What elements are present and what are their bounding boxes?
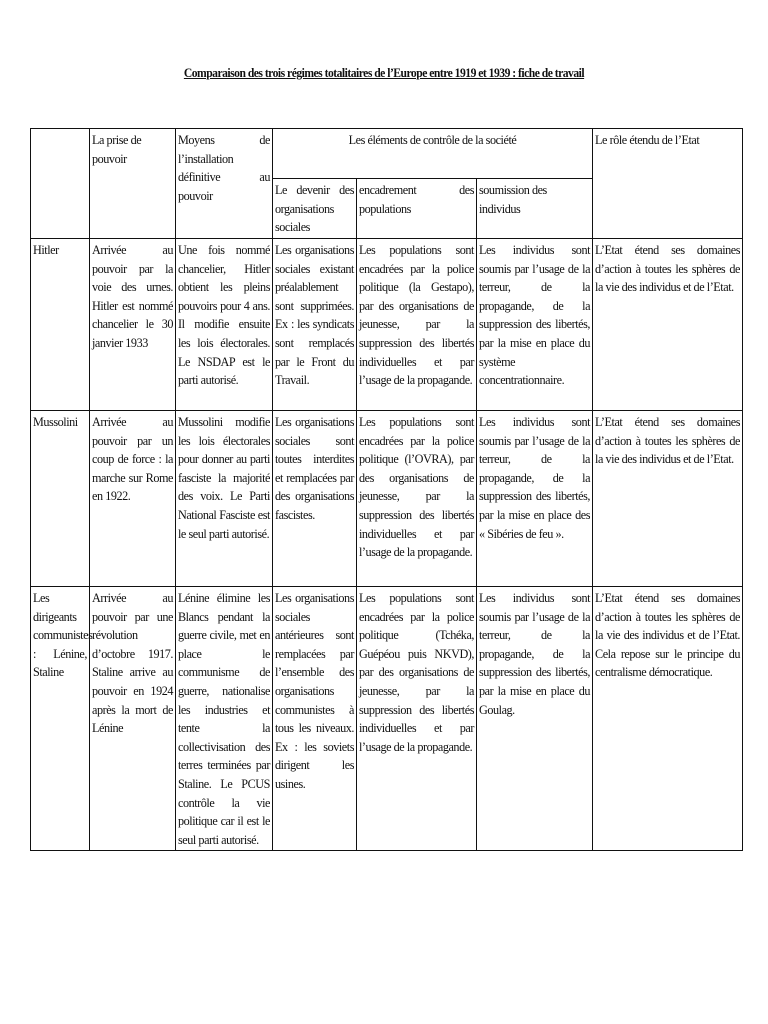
cell-prise: Arrivée au pouvoir par un coup de force : la marche sur Rome en 1922. (90, 411, 176, 587)
cell-moyens: Lénine élimine les Blancs pendant la guerre civile, met en place le communisme de guerre, nationalise les industries et tente la collectivisation des terres terminées par Staline. Le PCUS contrôle la vie politique car il est le seul parti autorisé. (176, 587, 273, 851)
header-row (31, 129, 743, 179)
cell-soumission: Les individus sont soumis par l’usage de la terreur, de la propagande, de la suppression des libertés, par la mise en place du Goulag. (477, 587, 593, 851)
corner-cell (31, 129, 90, 239)
cell-soumission: Les individus sont soumis par l’usage de la terreur, de la propagande, de la suppression des libertés, par la mise en place du système concentrationnaire. (477, 239, 593, 411)
cell-moyens: Mussolini modifie les lois électorales pour donner au parti fasciste la majorité des voix. Le Parti National Fasciste est le seul parti autorisé. (176, 411, 273, 587)
header-prise: La prise de pouvoir (90, 129, 176, 239)
header-soumission: soumission des individus (477, 179, 593, 239)
row-label: Les dirigeants communistes : Lénine, Staline (31, 587, 90, 851)
cell-role: L’Etat étend ses domaines d’action à toutes les sphères de la vie des individus et de l’Etat. Cela repose sur le principe du centralisme démocratique. (593, 587, 743, 851)
cell-encadrement: Les populations sont encadrées par la police politique (Tchéka, Guépéou puis NKVD), par des organisations de jeunesse, par la suppression des libertés individuelles et par l’usage de la propagande. (357, 587, 477, 851)
table-row (31, 411, 743, 587)
header-role: Le rôle étendu de l’Etat (593, 129, 743, 239)
cell-devenir: Les organisations sociales antérieures sont remplacées par l’ensemble des organisations communistes à tous les niveaux. Ex : les soviets dirigent les usines. (273, 587, 357, 851)
document-title: Comparaison des trois régimes totalitaires de l’Europe entre 1919 et 1939 : fiche de travail (183, 66, 585, 80)
cell-prise: Arrivée au pouvoir par la voie des urnes. Hitler est nommé chancelier le 30 janvier 1933 (90, 239, 176, 411)
header-moyens: Moyens de l’installation définitive au pouvoir (176, 129, 273, 239)
comparison-table (30, 128, 743, 851)
row-label: Mussolini (31, 411, 90, 587)
header-controle: Les éléments de contrôle de la société (273, 129, 593, 179)
row-label: Hitler (31, 239, 90, 411)
table-row (31, 587, 743, 851)
cell-moyens: Une fois nommé chancelier, Hitler obtient les pleins pouvoirs pour 4 ans. Il modifie ensuite les lois électorales. Le NSDAP est le parti autorisé. (176, 239, 273, 411)
cell-encadrement: Les populations sont encadrées par la police politique (l’OVRA), par des organisations de jeunesse, par la suppression des libertés individuelles et par l’usage de la propagande. (357, 411, 477, 587)
header-encadrement: encadrement des populations (357, 179, 477, 239)
cell-prise: Arrivée au pouvoir par une révolution d’octobre 1917. Staline arrive au pouvoir en 1924 après la mort de Lénine (90, 587, 176, 851)
header-devenir: Le devenir des organisations sociales (273, 179, 357, 239)
cell-encadrement: Les populations sont encadrées par la police politique (la Gestapo), par des organisations de jeunesse, par la suppression des libertés individuelles et par l’usage de la propagande. (357, 239, 477, 411)
cell-soumission: Les individus sont soumis par l’usage de la terreur, de la propagande, de la suppression des libertés, par la mise en place des « Sibéries de feu ». (477, 411, 593, 587)
cell-role: L’Etat étend ses domaines d’action à toutes les sphères de la vie des individus et de l’Etat. (593, 411, 743, 587)
table-row (31, 239, 743, 411)
cell-devenir: Les organisations sociales existant préalablement sont supprimées. Ex : les syndicats sont remplacés par le Front du Travail. (273, 239, 357, 411)
cell-devenir: Les organisations sociales sont toutes interdites et remplacées par des organisations fascistes. (273, 411, 357, 587)
cell-role: L’Etat étend ses domaines d’action à toutes les sphères de la vie des individus et de l’Etat. (593, 239, 743, 411)
